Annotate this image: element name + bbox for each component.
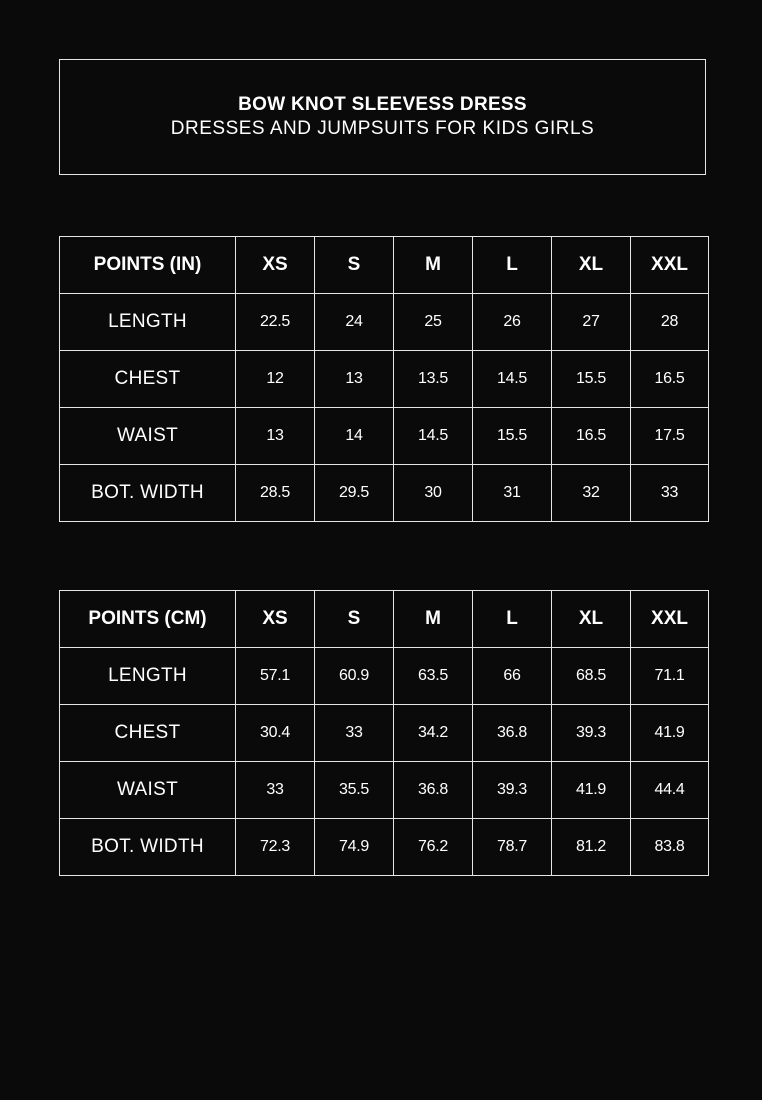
title-box	[59, 59, 706, 175]
row-label: WAIST	[60, 762, 236, 819]
corner-header: POINTS (CM)	[60, 591, 236, 648]
table-cell: 35.5	[315, 762, 394, 819]
table-cell: 33	[315, 705, 394, 762]
table-cell: 66	[473, 648, 552, 705]
table-cell: 31	[473, 465, 552, 522]
size-header: L	[473, 237, 552, 294]
size-header: XXL	[631, 591, 709, 648]
table-cell: 29.5	[315, 465, 394, 522]
size-header: S	[315, 591, 394, 648]
corner-header: POINTS (IN)	[60, 237, 236, 294]
table-cell: 26	[473, 294, 552, 351]
table-cell: 33	[236, 762, 315, 819]
table-cell: 24	[315, 294, 394, 351]
size-header: XS	[236, 237, 315, 294]
table-row	[60, 705, 709, 762]
table-row	[60, 294, 709, 351]
table-cell: 44.4	[631, 762, 709, 819]
size-table-cm	[59, 590, 709, 876]
row-label: WAIST	[60, 408, 236, 465]
table-cell: 14.5	[394, 408, 473, 465]
table-row	[60, 351, 709, 408]
row-label: CHEST	[60, 351, 236, 408]
table-cell: 22.5	[236, 294, 315, 351]
product-title: BOW KNOT SLEEVESS DRESS	[238, 94, 527, 115]
table-cell: 78.7	[473, 819, 552, 876]
table-cell: 57.1	[236, 648, 315, 705]
table-cell: 34.2	[394, 705, 473, 762]
row-label: LENGTH	[60, 648, 236, 705]
table-cell: 13.5	[394, 351, 473, 408]
table-cell: 30.4	[236, 705, 315, 762]
table-cell: 14	[315, 408, 394, 465]
row-label: LENGTH	[60, 294, 236, 351]
table-cell: 13	[315, 351, 394, 408]
size-header: XXL	[631, 237, 709, 294]
table-cell: 72.3	[236, 819, 315, 876]
table-cell: 81.2	[552, 819, 631, 876]
table-cell: 14.5	[473, 351, 552, 408]
table-cell: 12	[236, 351, 315, 408]
size-header: XL	[552, 591, 631, 648]
size-header: XS	[236, 591, 315, 648]
table-cell: 15.5	[473, 408, 552, 465]
table-header-row	[60, 237, 709, 294]
size-header: L	[473, 591, 552, 648]
table-cell: 68.5	[552, 648, 631, 705]
table-row	[60, 408, 709, 465]
table-cell: 71.1	[631, 648, 709, 705]
table-cell: 32	[552, 465, 631, 522]
table-cell: 27	[552, 294, 631, 351]
table-cell: 16.5	[631, 351, 709, 408]
table-cell: 36.8	[473, 705, 552, 762]
table-row	[60, 819, 709, 876]
size-header: XL	[552, 237, 631, 294]
table-cell: 74.9	[315, 819, 394, 876]
table-row	[60, 648, 709, 705]
table-cell: 33	[631, 465, 709, 522]
product-category: DRESSES AND JUMPSUITS FOR KIDS GIRLS	[170, 118, 595, 139]
table-cell: 60.9	[315, 648, 394, 705]
size-header: M	[394, 237, 473, 294]
size-header: M	[394, 591, 473, 648]
table-header-row	[60, 591, 709, 648]
table-cell: 13	[236, 408, 315, 465]
table-cell: 63.5	[394, 648, 473, 705]
size-header: S	[315, 237, 394, 294]
table-cell: 83.8	[631, 819, 709, 876]
table-row	[60, 762, 709, 819]
table-cell: 41.9	[552, 762, 631, 819]
size-table-inches	[59, 236, 709, 522]
table-cell: 30	[394, 465, 473, 522]
table-cell: 17.5	[631, 408, 709, 465]
table-cell: 15.5	[552, 351, 631, 408]
row-label: BOT. WIDTH	[60, 819, 236, 876]
table-cell: 25	[394, 294, 473, 351]
table-cell: 39.3	[473, 762, 552, 819]
table-cell: 28	[631, 294, 709, 351]
table-cell: 41.9	[631, 705, 709, 762]
table-row	[60, 465, 709, 522]
table-cell: 28.5	[236, 465, 315, 522]
table-cell: 36.8	[394, 762, 473, 819]
table-cell: 39.3	[552, 705, 631, 762]
row-label: CHEST	[60, 705, 236, 762]
table-cell: 16.5	[552, 408, 631, 465]
row-label: BOT. WIDTH	[60, 465, 236, 522]
table-cell: 76.2	[394, 819, 473, 876]
